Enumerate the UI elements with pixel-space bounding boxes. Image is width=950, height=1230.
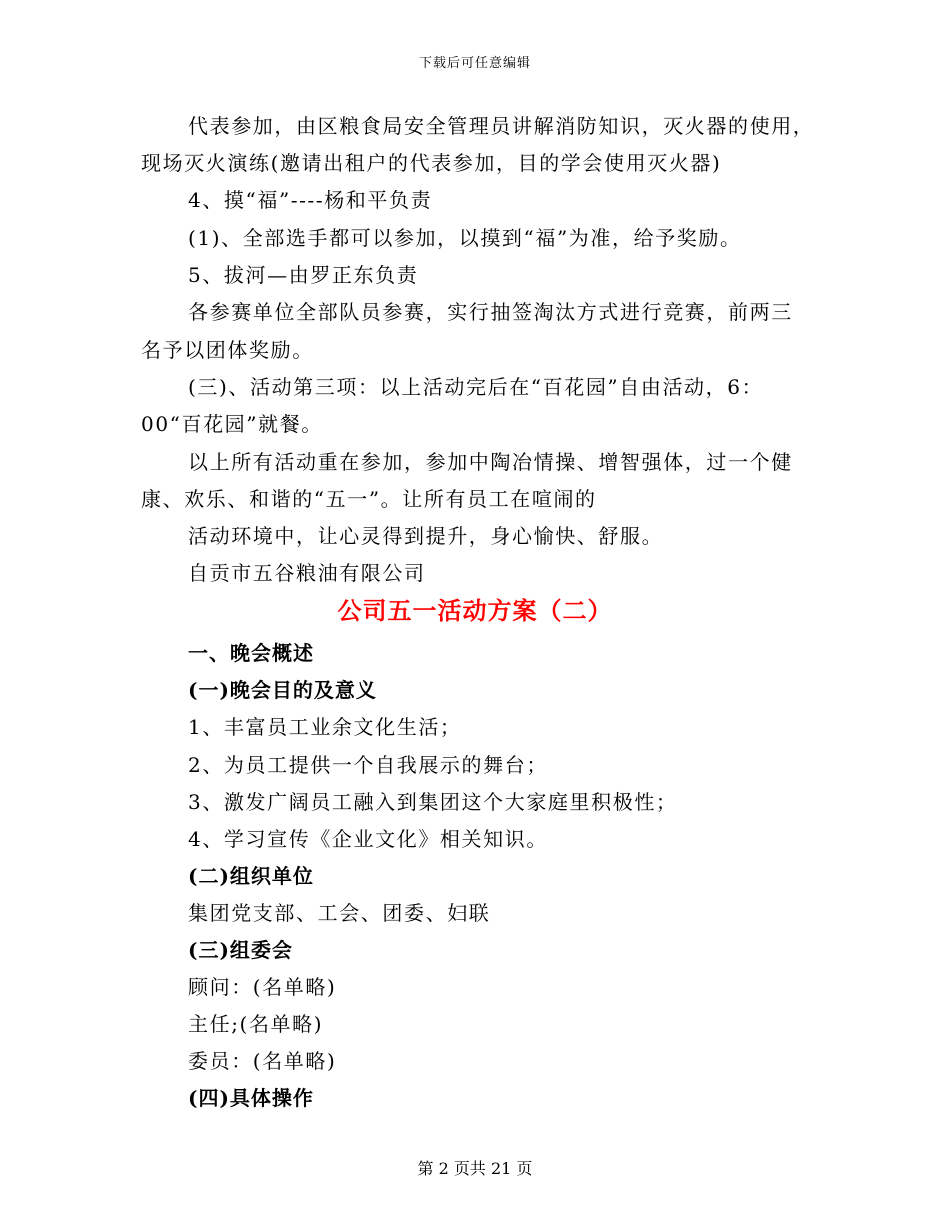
section-heading: 一、晚会概述 bbox=[188, 641, 314, 665]
section-title: 公司五一活动方案（二） bbox=[337, 596, 613, 625]
subsection-heading: (四)具体操作 bbox=[188, 1086, 314, 1110]
paragraph-line: 00“百花园”就餐。 bbox=[141, 412, 323, 436]
paragraph-line: 康、欢乐、和谐的“五一”。让所有员工在喧闹的 bbox=[141, 487, 597, 511]
paragraph-line: 现场灭火演练(邀请出租户的代表参加，目的学会使用灭火器) bbox=[141, 151, 722, 175]
list-item: 委员：(名单略) bbox=[188, 1049, 337, 1073]
page-footer: 第 2 页共 21 页 bbox=[417, 1159, 533, 1178]
list-item: 2、为员工提供一个自我展示的舞台； bbox=[188, 753, 548, 777]
subsection-heading: (二)组织单位 bbox=[188, 864, 314, 888]
list-item: 4、学习宣传《企业文化》相关知识。 bbox=[188, 827, 548, 851]
subsection-heading: (三)组委会 bbox=[188, 938, 293, 962]
list-item: 主任;(名单略) bbox=[188, 1012, 324, 1036]
list-item: 5、拔河—由罗正东负责 bbox=[188, 263, 419, 287]
paragraph-line: 名予以团体奖励。 bbox=[141, 338, 314, 362]
list-item: 顾问：(名单略) bbox=[188, 975, 337, 999]
paragraph-line: 活动环境中，让心灵得到提升，身心愉快、舒服。 bbox=[188, 524, 664, 548]
subsection-heading: (一)晚会目的及意义 bbox=[188, 678, 377, 702]
paragraph-line: 集团党支部、工会、团委、妇联 bbox=[188, 901, 491, 925]
page-header: 下载后可任意编辑 bbox=[418, 56, 531, 71]
list-item: (1)、全部选手都可以参加，以摸到“福”为准，给予奖励。 bbox=[188, 226, 742, 250]
list-item: 1、丰富员工业余文化生活； bbox=[188, 715, 462, 739]
paragraph-line: (三)、活动第三项：以上活动完后在“百花园”自由活动，6： bbox=[188, 375, 764, 399]
company-signature: 自贡市五谷粮油有限公司 bbox=[188, 561, 426, 585]
list-item: 3、激发广阔员工融入到集团这个大家庭里积极性； bbox=[188, 790, 678, 814]
list-item: 4、摸“福”----杨和平负责 bbox=[188, 188, 433, 212]
paragraph-line: 各参赛单位全部队员参赛，实行抽签淘汰方式进行竞赛，前两三 bbox=[188, 300, 793, 324]
paragraph-line: 以上所有活动重在参加，参加中陶冶情操、增智强体，过一个健 bbox=[188, 450, 793, 474]
paragraph-line: 代表参加，由区粮食局安全管理员讲解消防知识，灭火器的使用， bbox=[188, 114, 815, 138]
